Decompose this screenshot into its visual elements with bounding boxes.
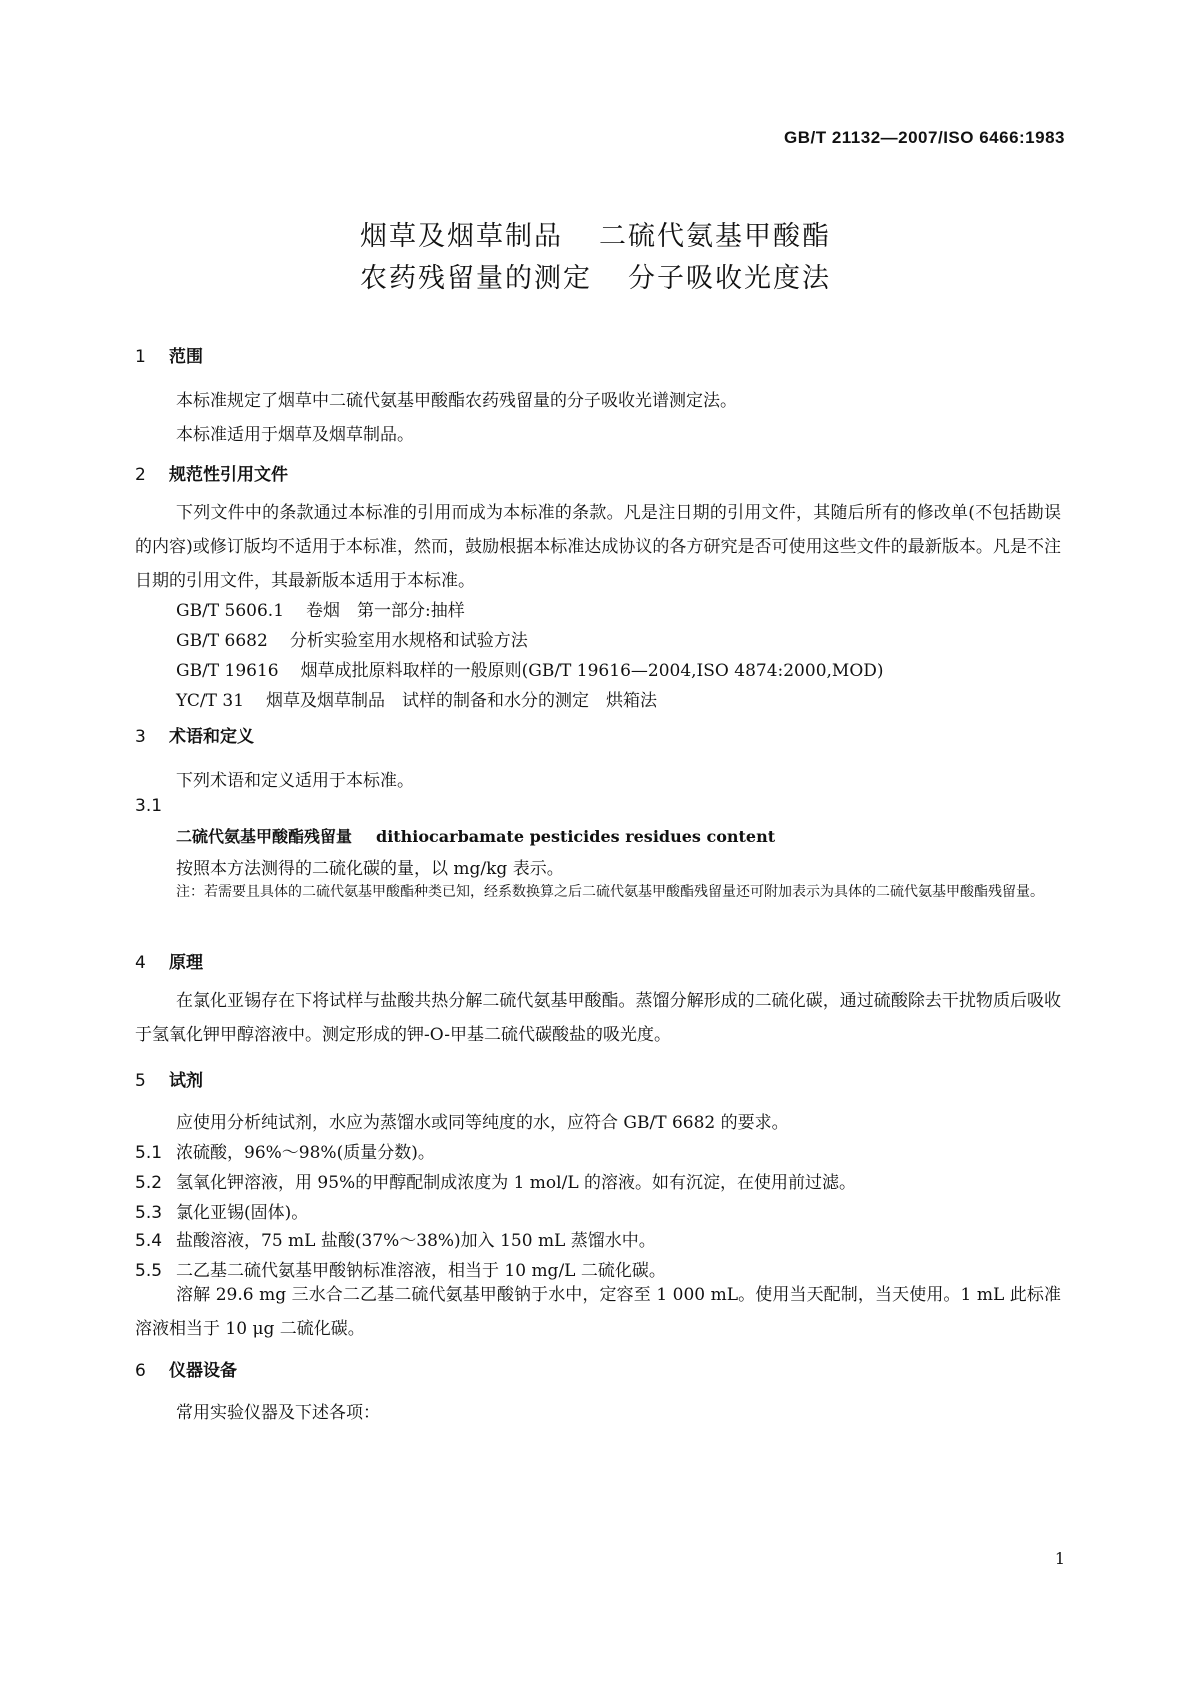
reagent-text: 浓硫酸，96%～98%(质量分数)。	[176, 1143, 435, 1163]
reagent-item	[135, 1198, 308, 1223]
subsection-number	[135, 796, 176, 816]
definition: 按照本方法测得的二硫化碳的量，以 mg/kg 表示。	[176, 859, 564, 879]
title-line-2	[0, 256, 1191, 295]
title-part: 烟草及烟草制品	[360, 221, 563, 252]
reference-code: GB/T 5606.1	[176, 601, 285, 621]
section-heading	[135, 722, 254, 747]
title-part: 农药残留量的测定	[360, 263, 592, 294]
reagent-number: 5.4	[135, 1231, 163, 1251]
reagent-number: 5.3	[135, 1203, 163, 1223]
section-title: 术语和定义	[169, 727, 254, 747]
section-number: 3	[135, 727, 146, 747]
term-entry	[176, 824, 775, 847]
section-number: 4	[135, 953, 146, 973]
section-number: 5	[135, 1071, 146, 1091]
paragraph: 本标准适用于烟草及烟草制品。	[176, 425, 414, 445]
title-part: 分子吸收光度法	[628, 263, 831, 294]
section-title: 范围	[169, 347, 203, 367]
subsection-number-text: 3.1	[135, 796, 163, 816]
section-number: 1	[135, 347, 146, 367]
reference-title: 分析实验室用水规格和试验方法	[289, 631, 528, 651]
section-heading	[135, 342, 203, 367]
paragraph: 应使用分析纯试剂，水应为蒸馏水或同等纯度的水，应符合 GB/T 6682 的要求。	[176, 1113, 789, 1133]
paragraph: 下列术语和定义适用于本标准。	[176, 771, 414, 791]
section-number: 6	[135, 1361, 146, 1381]
reagent-item	[135, 1168, 856, 1193]
reagent-number: 5.2	[135, 1173, 163, 1193]
reference-item	[176, 596, 465, 621]
note-label: 注：	[176, 884, 204, 900]
reagent-text: 氢氧化钾溶液，用 95%的甲醇配制成浓度为 1 mol/L 的溶液。如有沉淀，在使用前过滤。	[176, 1173, 857, 1193]
term-zh: 二硫代氨基甲酸酯残留量	[176, 827, 353, 846]
section-heading	[135, 1066, 203, 1091]
term-en: dithiocarbamate pesticides residues content	[376, 827, 776, 846]
paragraph: 本标准规定了烟草中二硫代氨基甲酸酯农药残留量的分子吸收光谱测定法。	[176, 391, 737, 411]
reagent-text: 二乙基二硫代氨基甲酸钠标准溶液，相当于 10 mg/L 二硫化碳。	[176, 1261, 666, 1281]
reference-title: 烟草成批原料取样的一般原则(GB/T 19616—2004,ISO 4874:2000,MOD)	[300, 661, 884, 681]
paragraph: 在氯化亚锡存在下将试样与盐酸共热分解二硫代氨基甲酸酯。蒸馏分解形成的二硫化碳，通过硫酸除去干扰物质后吸收于氢氧化钾甲醇溶液中。测定形成的钾-O-甲基二硫代碳酸盐的吸光度。	[135, 991, 1061, 1045]
reference-item	[176, 626, 528, 651]
reference-code: YC/T 31	[176, 691, 245, 711]
paragraph: 常用实验仪器及下述各项：	[176, 1403, 380, 1423]
paragraph: 下列文件中的条款通过本标准的引用而成为本标准的条款。凡是注日期的引用文件，其随后所有的修改单(不包括勘误的内容)或修订版均不适用于本标准，然而，鼓励根据本标准达成协议的各方研究是否可使用这些文件的最新版本。凡是不注日期的引用文件，其最新版本适用于本标准。	[135, 503, 1061, 591]
section-heading	[135, 1356, 237, 1381]
reagent-number: 5.1	[135, 1143, 163, 1163]
reagent-number: 5.5	[135, 1261, 163, 1281]
paragraph: 溶解 29.6 mg 三水合二乙基二硫代氨基甲酸钠于水中，定容至 1 000 mL。使用当天配制，当天使用。1 mL 此标准溶液相当于 10 μg 二硫化碳。	[135, 1285, 1061, 1339]
reference-title: 卷烟 第一部分:抽样	[306, 601, 465, 621]
section-heading	[135, 460, 288, 485]
section-title: 试剂	[169, 1071, 203, 1091]
page-number: 1	[1054, 1549, 1065, 1568]
note-text: 若需要且具体的二硫代氨基甲酸酯种类已知，经系数换算之后二硫代氨基甲酸酯残留量还可附加表示为具体的二硫代氨基甲酸酯残留量。	[204, 884, 1044, 900]
reagent-text: 氯化亚锡(固体)。	[176, 1203, 309, 1223]
title-part: 二硫代氨基甲酸酯	[599, 221, 831, 252]
reference-item	[176, 656, 884, 681]
reference-code: GB/T 6682	[176, 631, 268, 651]
standard-id: GB/T 21132—2007/ISO 6466:1983	[783, 128, 1065, 147]
section-title: 仪器设备	[169, 1361, 237, 1381]
title-line-1	[0, 214, 1191, 253]
reference-item	[176, 686, 657, 711]
reagent-item	[135, 1138, 435, 1163]
reference-code: GB/T 19616	[176, 661, 279, 681]
section-number: 2	[135, 465, 146, 485]
reagent-text: 盐酸溶液，75 mL 盐酸(37%～38%)加入 150 mL 蒸馏水中。	[176, 1231, 656, 1251]
reagent-item	[135, 1226, 656, 1251]
section-title: 原理	[169, 953, 203, 973]
section-heading	[135, 948, 203, 973]
reference-title: 烟草及烟草制品 试样的制备和水分的测定 烘箱法	[266, 691, 658, 711]
note	[176, 878, 1062, 906]
section-title: 规范性引用文件	[169, 465, 288, 485]
